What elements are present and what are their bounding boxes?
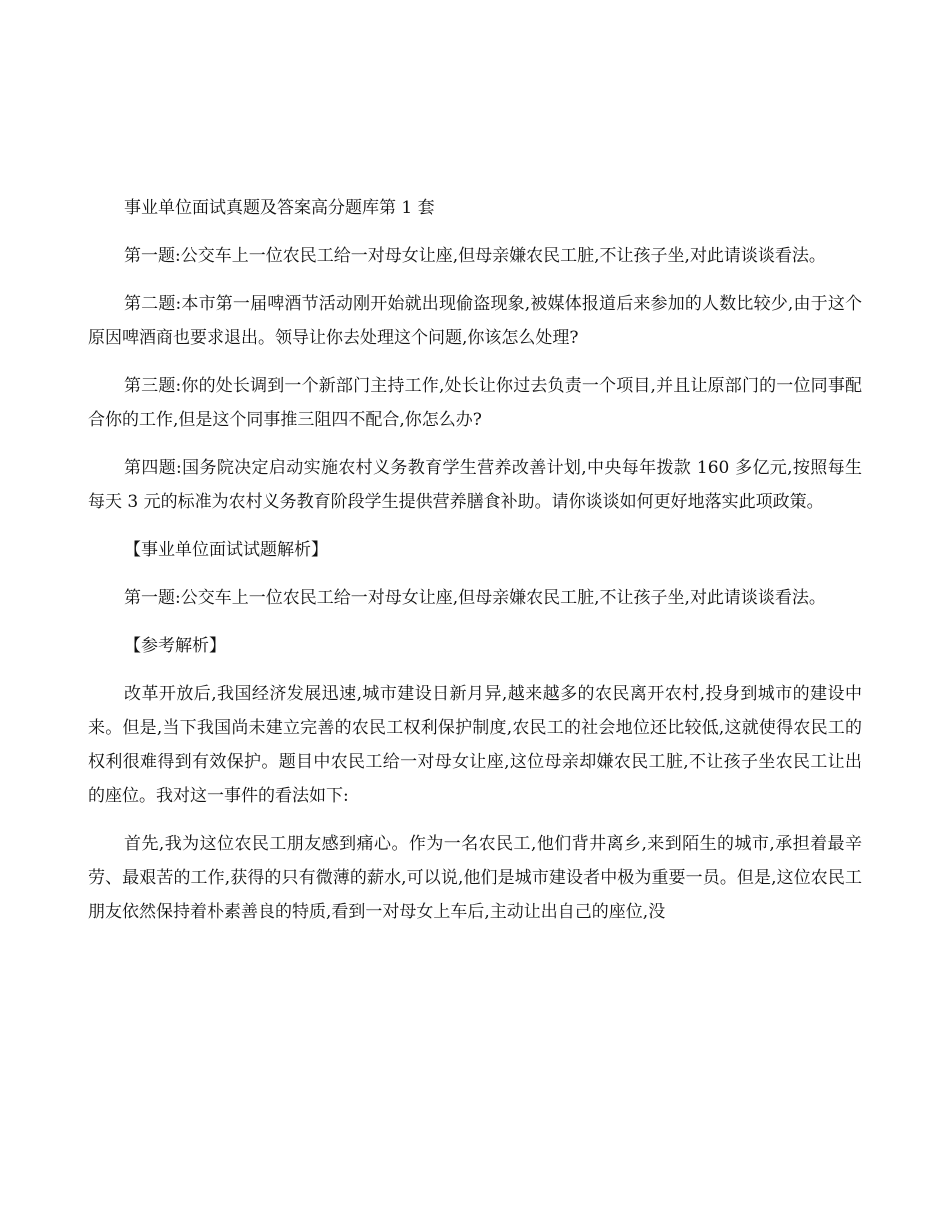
document-body [88,191,862,943]
analysis-paragraph-1: 改革开放后,我国经济发展迅速,城市建设日新月异,越来越多的农民离开农村,投身到城市的建设中来。但是,当下我国尚未建立完善的农民工权利保护制度,农民工的社会地位还比较低,这就使得农民工的权利很难得到有效保护。题目中农民工给一对母女让座,这位母亲却嫌农民工脏,不让孩子坐农民工让出的座位。我对这一事件的看法如下: [88,684,862,806]
question-3: 第三题:你的处长调到一个新部门主持工作,处长让你过去负责一个项目,并且让原部门的一位同事配合你的工作,但是这个同事推三阻四不配合,你怎么办? [88,376,862,430]
reference-analysis-heading: 【参考解析】 [124,636,226,656]
question-1: 第一题:公交车上一位农民工给一对母女让座,但母亲嫌农民工脏,不让孩子坐,对此请谈谈看法。 [124,246,826,266]
question-2: 第二题:本市第一届啤酒节活动刚开始就出现偷盗现象,被媒体报道后来参加的人数比较少,由于这个原因啤酒商也要求退出。领导让你去处理这个问题,你该怎么处理? [88,294,862,348]
analysis-paragraph-2: 首先,我为这位农民工朋友感到痛心。作为一名农民工,他们背井离乡,来到陌生的城市,承担着最辛劳、最艰苦的工作,获得的只有微薄的薪水,可以说,他们是城市建设者中极为重要一员。但是,这位农民工朋友依然保持着朴素善良的特质,看到一对母女上车后,主动让出自己的座位,没 [88,834,862,922]
question-1-repeat: 第一题:公交车上一位农民工给一对母女让座,但母亲嫌农民工脏,不让孩子坐,对此请谈谈看法。 [124,588,826,608]
document-title: 事业单位面试真题及答案高分题库第 1 套 [124,198,435,218]
question-4: 第四题:国务院决定启动实施农村义务教育学生营养改善计划,中央每年拨款 160 多亿元,按照每生每天 3 元的标准为农村义务教育阶段学生提供营养膳食补助。请你谈谈如何更好地落实此项政策。 [88,458,862,512]
analysis-heading: 【事业单位面试试题解析】 [124,540,328,560]
